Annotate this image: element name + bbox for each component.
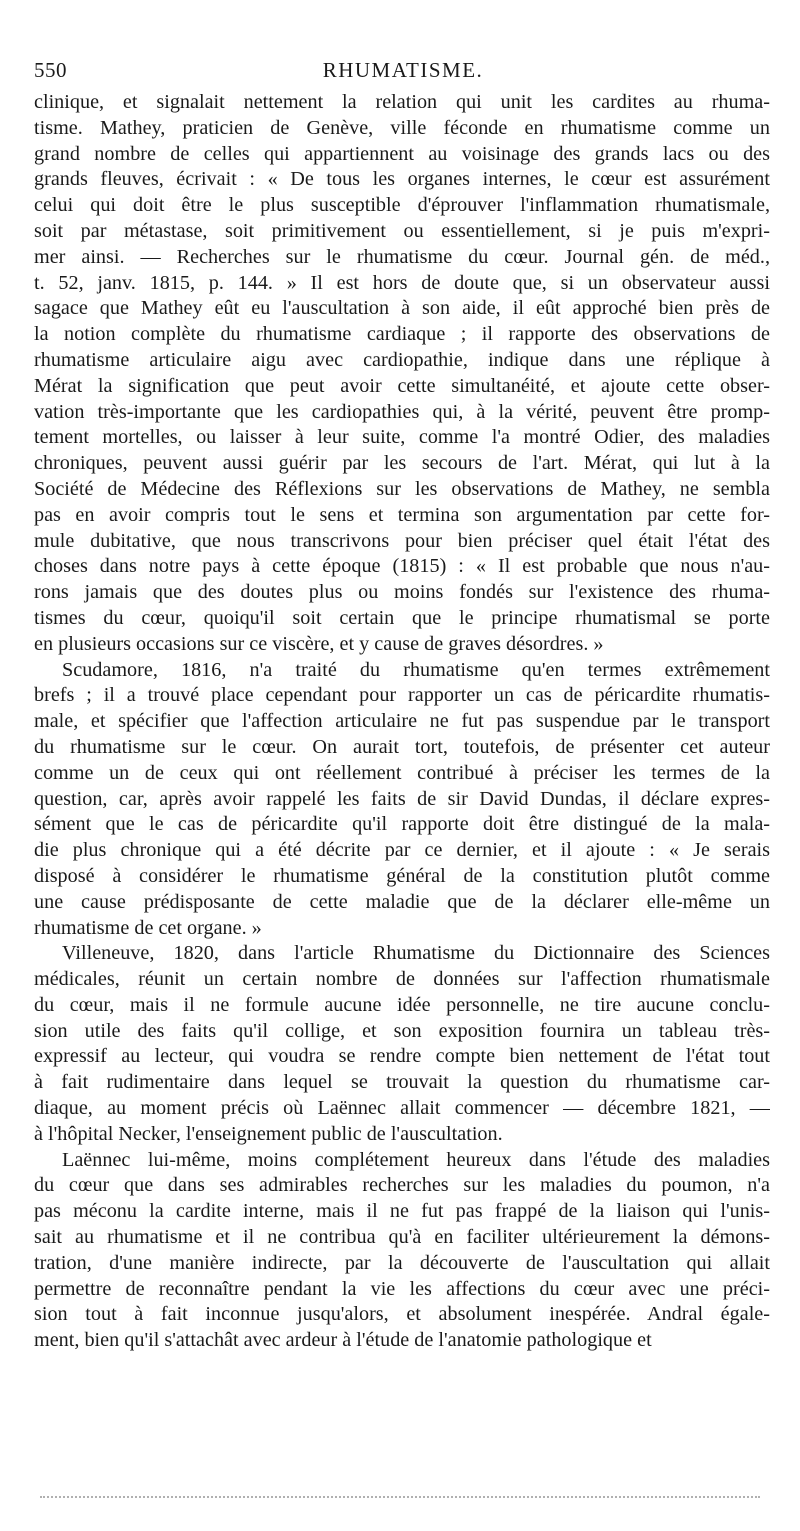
text-line: mer ainsi. — Recherches sur le rhumatisme du cœur. Journal gén. de méd., xyxy=(34,245,770,268)
text-line: tismes du cœur, quoiqu'il soit certain que le principe rhumatismal se porte xyxy=(34,606,770,629)
paragraph xyxy=(34,941,770,1147)
text-line: Scudamore, 1816, n'a traité du rhumatisme qu'en termes extrêmement xyxy=(62,658,770,681)
running-head xyxy=(34,58,772,86)
text-line: grand nombre de celles qui appartiennent au voisinage des grands lacs ou des xyxy=(34,142,770,165)
text-line: Mérat la signification que peut avoir cette simultanéité, et ajoute cette obser- xyxy=(34,374,770,397)
text-line: tisme. Mathey, praticien de Genève, ville féconde en rhumatisme comme un xyxy=(34,116,770,139)
text-line: sait au rhumatisme et il ne contribua qu'à en faciliter ultérieurement la démons- xyxy=(34,1226,770,1249)
text-line: Laënnec lui-même, moins complétement heureux dans l'étude des maladies xyxy=(62,1148,770,1171)
text-line: à l'hôpital Necker, l'enseignement public de l'auscultation. xyxy=(34,1122,503,1145)
text-line: grands fleuves, écrivait : « De tous les organes internes, le cœur est assurément xyxy=(34,168,770,191)
text-line: du cœur que dans ses admirables recherches sur les maladies du poumon, n'a xyxy=(34,1174,770,1197)
text-line: pas méconu la cardite interne, mais il ne fut pas frappé de la liaison qui l'unis- xyxy=(34,1200,770,1223)
text-line: clinique, et signalait nettement la relation qui unit les cardites au rhuma- xyxy=(34,91,770,113)
text-line: sion utile des faits qu'il collige, et son exposition fournira un tableau très- xyxy=(34,1019,770,1042)
text-line: la notion complète du rhumatisme cardiaque ; il rapporte des observations de xyxy=(34,323,770,346)
text-line: die plus chronique qui a été décrite par ce dernier, et il ajoute : « Je serais xyxy=(34,839,770,862)
text-line: rons jamais que des doutes plus ou moins fondés sur l'existence des rhuma- xyxy=(34,581,770,604)
text-line: comme un de ceux qui ont réellement contribué à préciser les termes de la xyxy=(34,761,770,784)
text-line: une cause prédisposante de cette maladie que de la déclarer elle-même un xyxy=(34,890,770,913)
text-line: sagace que Mathey eût eu l'auscultation à son aide, il eût approché bien près de xyxy=(34,297,770,320)
text-line: à fait rudimentaire dans lequel se trouvait la question du rhumatisme car- xyxy=(34,1071,770,1094)
text-line: Société de Médecine des Réflexions sur les observations de Mathey, ne sembla xyxy=(34,477,770,500)
text-line: chroniques, peuvent aussi guérir par les secours de l'art. Mérat, qui lut à la xyxy=(34,452,770,475)
text-line: rhumatisme de cet organe. » xyxy=(34,916,262,939)
text-line: Villeneuve, 1820, dans l'article Rhumatisme du Dictionnaire des Sciences xyxy=(62,942,770,965)
text-line: tement mortelles, ou laisser à leur suite, comme l'a montré Odier, des maladies xyxy=(34,426,770,449)
text-line: choses dans notre pays à cette époque (1815) : « Il est probable que nous n'au- xyxy=(34,555,770,578)
text-line: brefs ; il a trouvé place cependant pour rapporter un cas de péricardite rhumatis- xyxy=(34,684,770,707)
text-line: disposé à considérer le rhumatisme général de la constitution plutôt comme xyxy=(34,864,770,887)
paragraph xyxy=(34,658,770,942)
text-line: médicales, réunit un certain nombre de données sur l'affection rhumatismale xyxy=(34,968,770,991)
text-line: rhumatisme articulaire aigu avec cardiopathie, indique dans une réplique à xyxy=(34,348,770,371)
text-line: sion tout à fait inconnue jusqu'alors, et absolument inespérée. Andral égale- xyxy=(34,1303,770,1326)
running-title: RHUMATISME. xyxy=(322,58,484,82)
text-line: vation très-importante que les cardiopathies qui, à la vérité, peuvent être promp- xyxy=(34,400,770,423)
text-line: t. 52, janv. 1815, p. 144. » Il est hors de doute que, si un observateur aussi xyxy=(34,271,770,294)
text-line: soit par métastase, soit primitivement ou essentiellement, si je puis m'expri- xyxy=(34,219,770,242)
text-line: ment, bien qu'il s'attachât avec ardeur à l'étude de l'anatomie pathologique et xyxy=(34,1329,652,1352)
footer-rule xyxy=(40,1496,760,1498)
text-line: du rhumatisme sur le cœur. On aurait tort, toutefois, de présenter cet auteur xyxy=(34,735,770,758)
text-line: du cœur, mais il ne formule aucune idée personnelle, ne tire aucune conclu- xyxy=(34,993,770,1016)
text-line: diaque, au moment précis où Laënnec allait commencer — décembre 1821, — xyxy=(34,1097,770,1120)
paragraph xyxy=(34,90,770,658)
text-line: mule dubitative, que nous transcrivons pour bien préciser quel était l'état des xyxy=(34,529,770,552)
text-line: question, car, après avoir rappelé les faits de sir David Dundas, il déclare expres- xyxy=(34,787,770,810)
text-line: tration, d'une manière indirecte, par la découverte de l'auscultation qui allait xyxy=(34,1251,770,1274)
text-line: celui qui doit être le plus susceptible d'éprouver l'inflammation rhumatismale, xyxy=(34,194,770,217)
body-text xyxy=(34,90,770,1354)
text-line: pas en avoir compris tout le sens et termina son argumentation par cette for- xyxy=(34,503,770,526)
text-line: male, et spécifier que l'affection articulaire ne fut pas suspendue par le transport xyxy=(34,710,770,733)
page-number: 550 xyxy=(34,58,67,82)
text-line: permettre de reconnaître pendant la vie les affections du cœur avec une préci- xyxy=(34,1277,770,1300)
text-line: sément que le cas de péricardite qu'il rapporte doit être distingué de la mala- xyxy=(34,813,770,836)
text-line: en plusieurs occasions sur ce viscère, et y cause de graves désordres. » xyxy=(34,632,604,655)
text-line: expressif au lecteur, qui voudra se rendre compte bien nettement de l'état tout xyxy=(34,1045,770,1068)
paragraph xyxy=(34,1148,770,1354)
